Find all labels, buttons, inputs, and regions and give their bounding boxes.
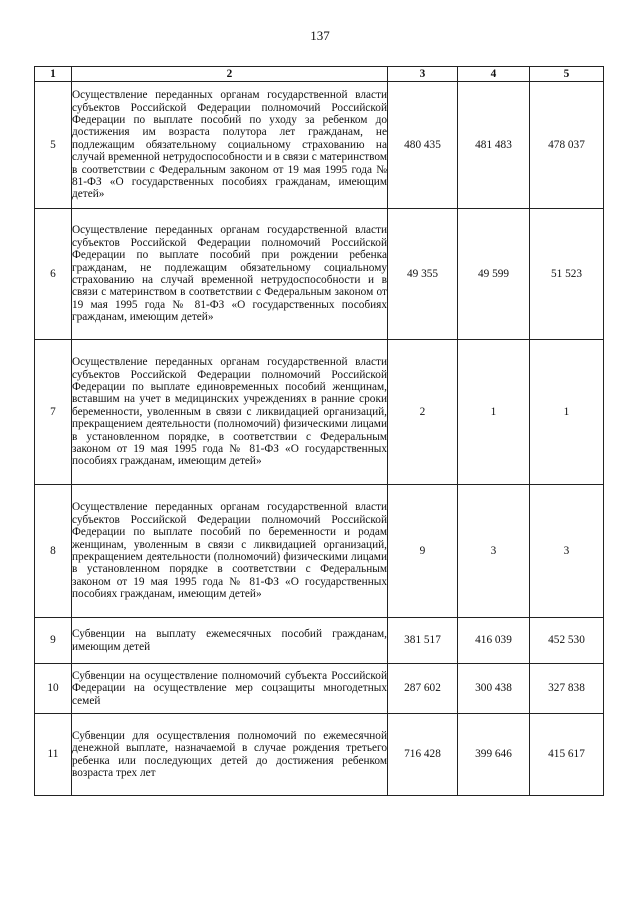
table-row — [35, 714, 604, 796]
row-number: 11 — [35, 714, 72, 796]
value-col-5: 51 523 — [530, 209, 604, 340]
header-col-3: 3 — [388, 67, 458, 82]
value-col-3: 287 602 — [388, 664, 458, 714]
value-col-3: 480 435 — [388, 82, 458, 209]
value-col-4: 3 — [458, 485, 530, 618]
table-row — [35, 618, 604, 664]
row-description: Осуществление переданных органам государственной власти субъектов Российской Федерации полномочий Российской Федерации по выплате единовременных пособий женщинам, вставшим на учет в медицинских учреждениях в ранние сроки беременности, уволенным в связи с ликвидацией организаций, прекращением деятельности (полномочий) физическими лицами в установленном порядке, в соответствии с Федеральным законом от 19 мая 1995 года № 81-ФЗ «О государственных пособиях гражданам, имеющим детей» — [72, 340, 388, 485]
header-col-2: 2 — [72, 67, 388, 82]
value-col-4: 481 483 — [458, 82, 530, 209]
header-col-1: 1 — [35, 67, 72, 82]
row-description: Субвенции для осуществления полномочий по ежемесячной денежной выплате, назначаемой в случае рождения третьего ребенка или последующих детей до достижения ребенком возраста трех лет — [72, 714, 388, 796]
value-col-3: 9 — [388, 485, 458, 618]
value-col-5: 3 — [530, 485, 604, 618]
value-col-5: 327 838 — [530, 664, 604, 714]
row-description: Осуществление переданных органам государственной власти субъектов Российской Федерации полномочий Российской Федерации по выплате пособий при рождении ребенка гражданам, не подлежащим обязательному социальному страхованию на случай временной нетрудоспособности и в связи с материнством в соответствии с Федеральным законом от 19 мая 1995 года № 81-ФЗ «О государственных пособиях гражданам, имеющим детей» — [72, 209, 388, 340]
table-row — [35, 340, 604, 485]
row-number: 10 — [35, 664, 72, 714]
value-col-3: 716 428 — [388, 714, 458, 796]
value-col-4: 1 — [458, 340, 530, 485]
value-col-5: 478 037 — [530, 82, 604, 209]
value-col-5: 1 — [530, 340, 604, 485]
header-col-5: 5 — [530, 67, 604, 82]
row-number: 6 — [35, 209, 72, 340]
header-col-4: 4 — [458, 67, 530, 82]
value-col-5: 415 617 — [530, 714, 604, 796]
budget-table — [34, 66, 604, 796]
row-description: Осуществление переданных органам государственной власти субъектов Российской Федерации полномочий Российской Федерации по выплате пособий по уходу за ребенком до достижения им возраста полутора лет гражданам, не подлежащим обязательному социальному страхованию на случай временной нетрудоспособности и в связи с материнством в соответствии с Федеральным законом от 19 мая 1995 года № 81-ФЗ «О государственных пособиях гражданам, имеющим детей» — [72, 82, 388, 209]
value-col-4: 49 599 — [458, 209, 530, 340]
row-description: Субвенции на выплату ежемесячных пособий гражданам, имеющим детей — [72, 618, 388, 664]
value-col-4: 399 646 — [458, 714, 530, 796]
row-number: 8 — [35, 485, 72, 618]
row-number: 7 — [35, 340, 72, 485]
table-row — [35, 209, 604, 340]
value-col-5: 452 530 — [530, 618, 604, 664]
page-number: 137 — [310, 28, 330, 43]
value-col-3: 49 355 — [388, 209, 458, 340]
table-row — [35, 664, 604, 714]
value-col-3: 381 517 — [388, 618, 458, 664]
value-col-4: 416 039 — [458, 618, 530, 664]
table-row — [35, 82, 604, 209]
table-header-row — [35, 67, 604, 82]
row-description: Осуществление переданных органам государственной власти субъектов Российской Федерации полномочий Российской Федерации по выплате пособий по беременности и родам женщинам, уволенным в связи с ликвидацией организаций, прекращением деятельности (полномочий) физическими лицами в установленном порядке в соответствии с Федеральным законом от 19 мая 1995 года № 81-ФЗ «О государственных пособиях гражданам, имеющим детей» — [72, 485, 388, 618]
value-col-4: 300 438 — [458, 664, 530, 714]
row-number: 5 — [35, 82, 72, 209]
table-row — [35, 485, 604, 618]
row-number: 9 — [35, 618, 72, 664]
row-description: Субвенции на осуществление полномочий субъекта Российской Федерации на осуществление мер соцзащиты многодетных семей — [72, 664, 388, 714]
value-col-3: 2 — [388, 340, 458, 485]
